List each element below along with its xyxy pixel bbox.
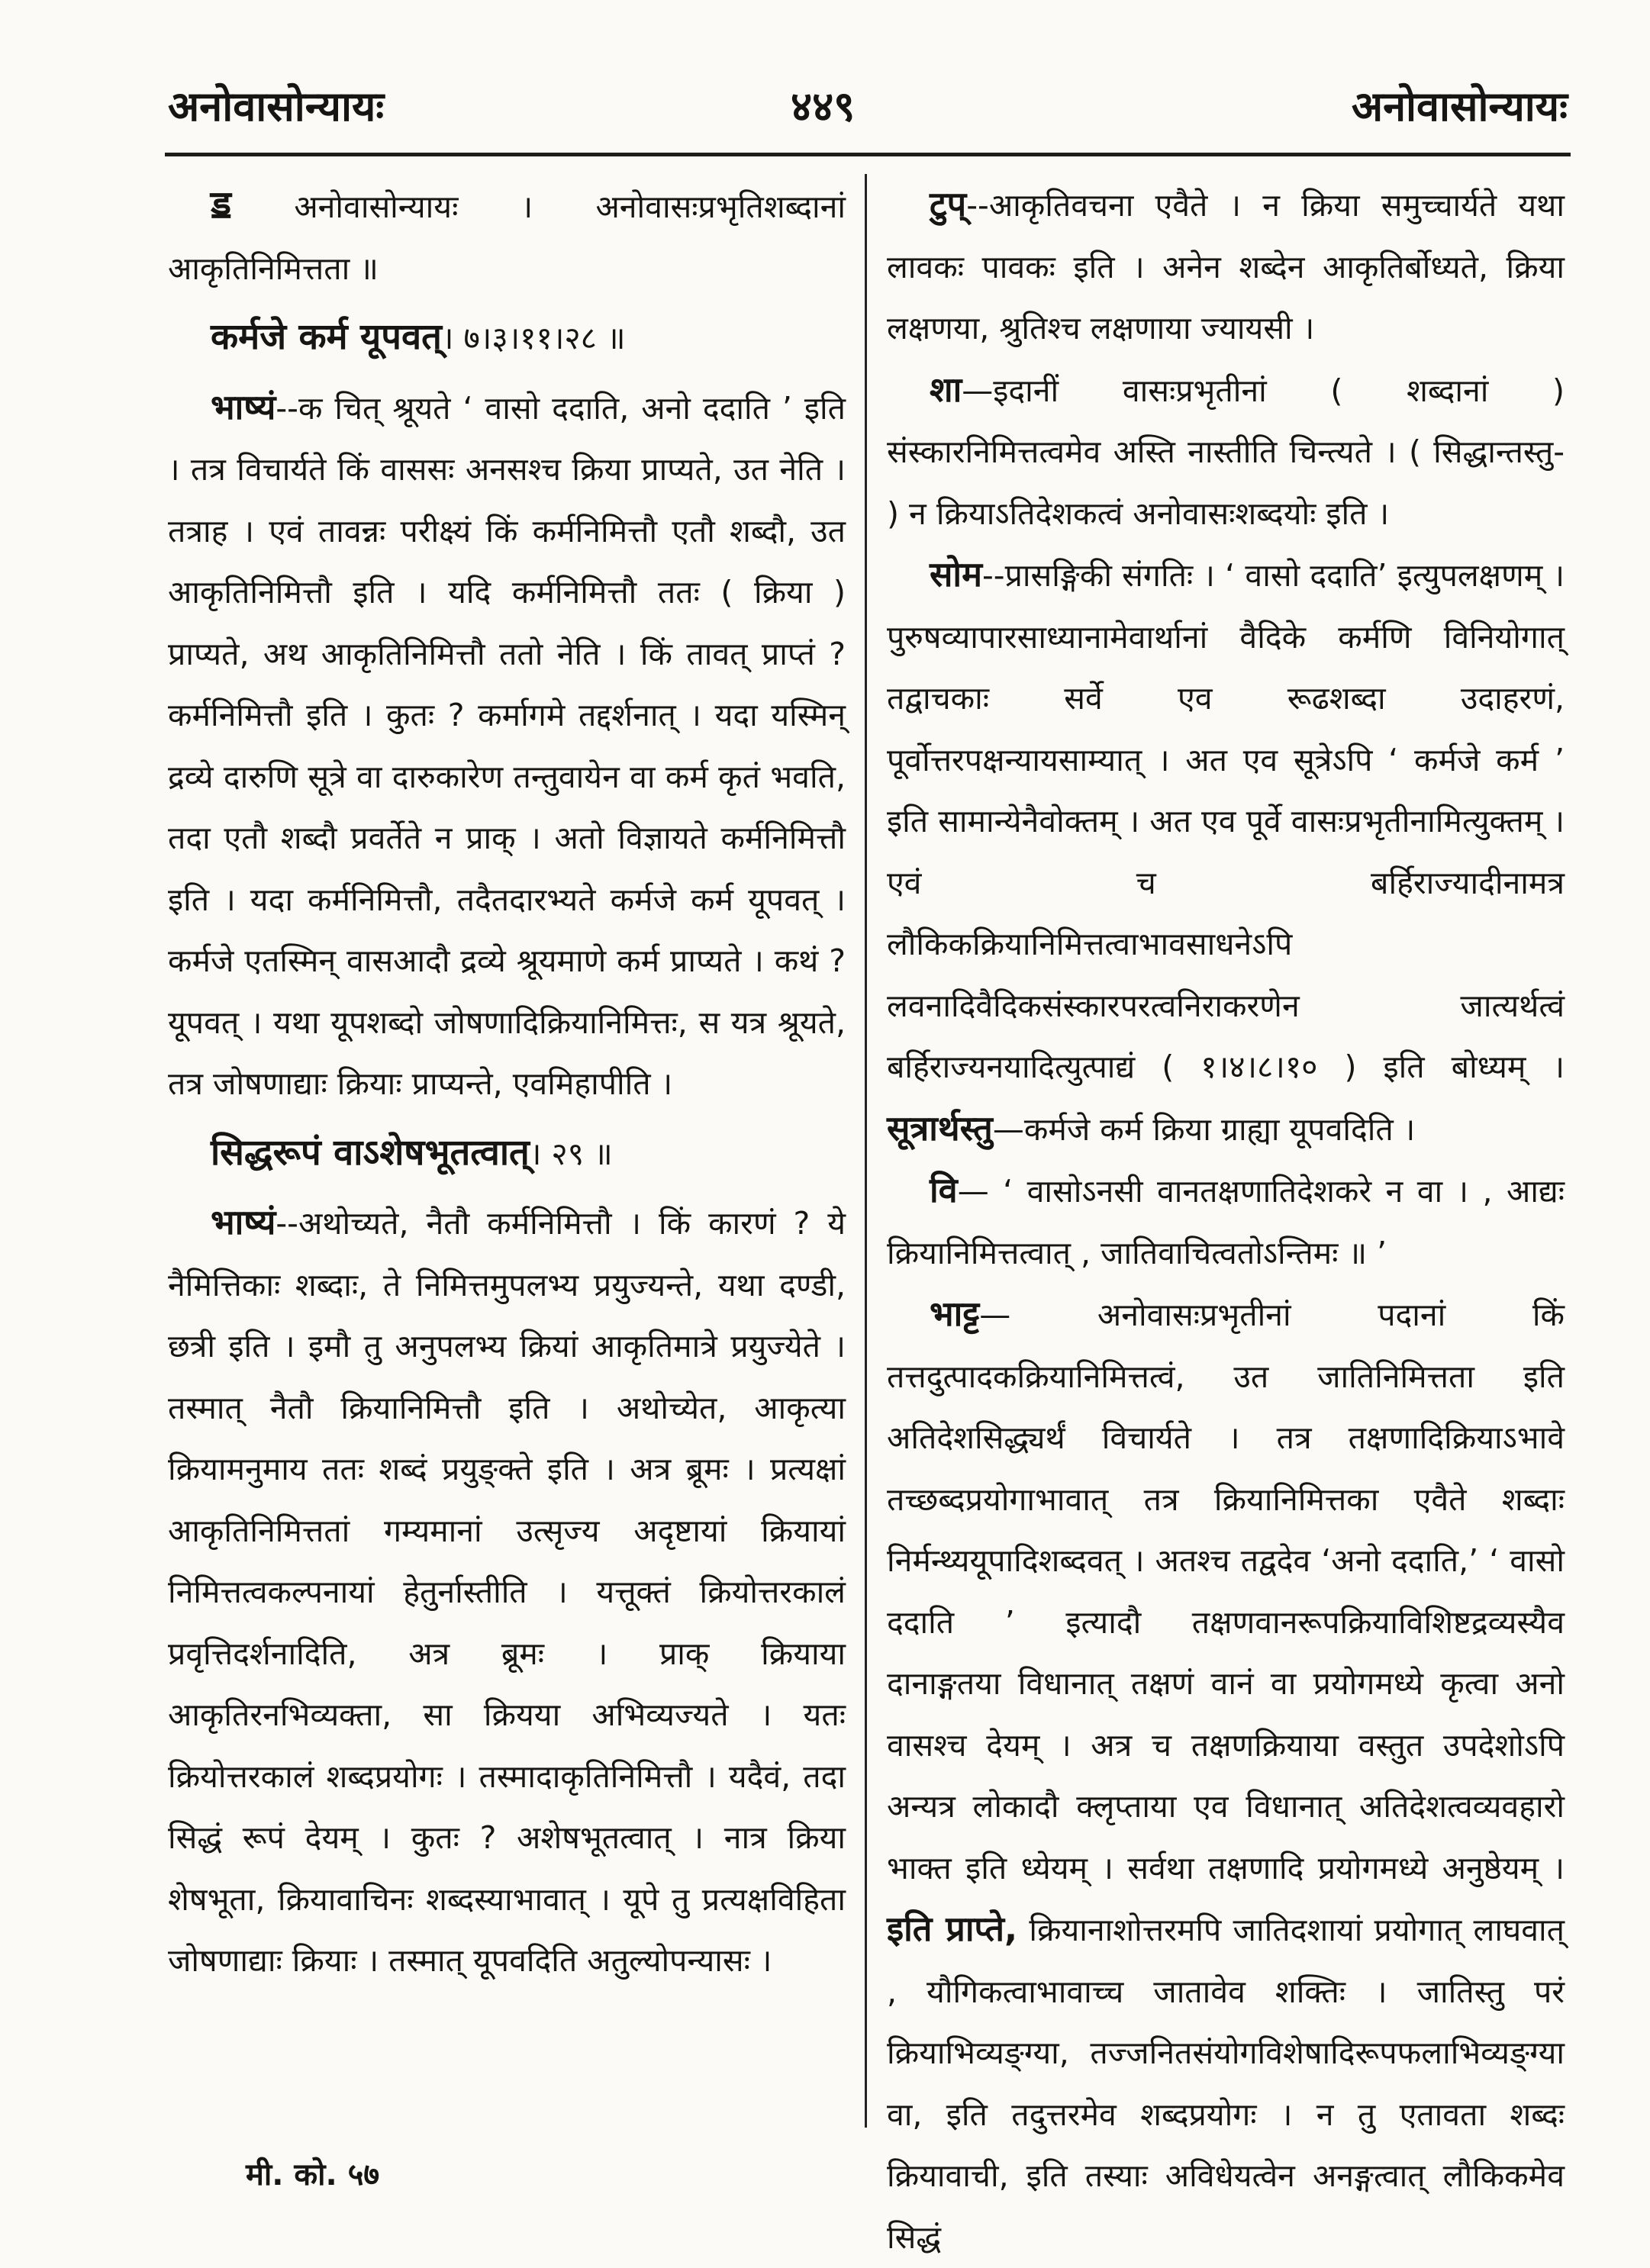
printer-signature: मी. को. ५७ — [246, 2157, 380, 2192]
tup-text: --आकृतिवचना एवैते । न क्रिया समुच्चार्यते यथा लावकः पावकः इति । अनेन शब्देन आकृतिर्बोध्यते, क्रिया लक्षणया, श्रुतिश्च लक्षणाया ज्यायसी । — [887, 187, 1565, 346]
bhashya-28 — [168, 377, 846, 1115]
page-number: ४४९ — [791, 82, 856, 130]
bhashya-28-text: --क चित् श्रूयते ‘ वासो ददाति, अनो ददाति ’ इति । तत्र विचार्यते किं वाससः अनसश्च क्रिया प्राप्यते, उत नेति । तत्राह । एवं तावन्नः परीक्ष्यं किं कर्मनिमित्तौ एतौ शब्दौ, उत आकृतिनिमित्तौ इति । यदि कर्मनिमित्तौ ततः ( क्रिया ) प्राप्यते, अथ आकृतिनिमित्तौ ततो नेति । किं तावत् प्राप्तं ? कर्मनिमित्तौ इति । कुतः ? कर्मागमे तद्दर्शनात् । यदा यस्मिन् द्रव्ये दारुणि सूत्रे वा दारुकारेण तन्तुवायेन वा कर्म कृतं भवति, तदा एतौ शब्दौ प्रवर्तेते न प्राक् । अतो विज्ञायते कर्मनिमित्तौ इति । यदा कर्मनिमित्तौ, तदैतदारभ्यते कर्मजे कर्म यूपवत् । कर्मजे एतस्मिन् वासआदौ द्रव्ये श्रूयमाणे कर्म प्राप्यते । कथं ? यूपवत् । यथा यूपशब्दो जोषणादिक्रियानिमित्तः, स यत्र श्रूयते, तत्र जोषणाद्याः क्रियाः प्राप्यन्ते, एवमिहापीति । — [168, 389, 846, 1102]
sutra-29-text: सिद्धरूपं वाऽशेषभूतत्वात् — [211, 1131, 530, 1174]
sha-label: शा — [930, 369, 962, 410]
nyaya-name: अनोवासोन्यायः — [294, 188, 459, 225]
running-title-right: अनोवासोन्यायः — [1351, 82, 1568, 130]
sutra-28-ref: । ७।३।११।२८ ॥ — [441, 320, 626, 356]
som-text: --प्रासङ्गिकी संगतिः । ‘ वासो ददाति’ इत्युपलक्षणम् । पुरुषव्यापारसाध्यानामेवार्थानां वैदिके कर्मणि विनियोगात् तद्वाचकाः सर्वे एव रूढशब्दा उदाहरणं, पूर्वोत्तरपक्षन्यायसाम्यात् । अत एव सूत्रेऽपि ‘ कर्मजे कर्म ’ इति सामान्येनैवोक्तम् । अत एव पूर्वे वासःप्रभृतीनामित्युक्तम् । एवं च बर्हिराज्यादीनामत्र लौकिकक्रियानिमित्तत्वाभावसाधनेऽपि लवनादिवैदिकसंस्कारपरत्वनिराकरणेन जात्यर्थत्वं बर्हिराज्यनयादित्युत्पाद्यं ( १।४।८।१० ) इति बोध्यम् । — [887, 557, 1565, 1085]
header-rule — [165, 153, 1571, 156]
tup-label: टुप् — [930, 184, 967, 224]
bhashya-28-label: भाष्यं — [211, 386, 276, 427]
nyaya-description: । अनोवासःप्रभृतिशब्दानां आकृतिनिमित्तता ॥ — [168, 188, 846, 287]
vi-text: — ‘ वासोऽनसी वानतक्षणातिदेशकरे न वा । , आद्यः क्रियानिमित्तत्वात् , जातिवाचित्वतोऽन्तिमः ॥ ’ — [887, 1173, 1565, 1271]
commentary-sha — [887, 359, 1565, 545]
commentary-som — [887, 544, 1565, 1160]
bhashya-29 — [168, 1192, 846, 1992]
sha-text: —इदानीं वासःप्रभृतीनां ( शब्दानां ) संस्कारनिमित्तत्वमेव अस्ति नास्तीति चिन्त्यते । ( सिद्धान्तस्तु- ) न क्रियाऽतिदेशकत्वं अनोवासःशब्दयोः इति । — [887, 372, 1565, 532]
sutrartha-text: —कर्मजे कर्म क्रिया ग्राह्या यूपवदिति । — [992, 1110, 1416, 1148]
sutra-28-text: कर्मजे कर्म यूपवत् — [211, 316, 442, 358]
nyaya-heading — [168, 174, 846, 299]
som-label: सोम — [930, 554, 982, 594]
right-column — [887, 174, 1565, 2268]
vi-label: वि — [930, 1170, 958, 1210]
commentary-tup — [887, 174, 1565, 359]
column-divider — [865, 174, 867, 2128]
nyaya-mark-icon: ॾ — [211, 182, 232, 227]
sutra-29-ref: । २९ ॥ — [529, 1135, 613, 1172]
bhatta-text: — अनोवासःप्रभृतीनां पदानां किं तत्तदुत्पादकक्रियानिमित्तत्वं, उत जातिनिमित्तता इति अतिदेशसिद्ध्यर्थं विचार्यते । तत्र तक्षणादिक्रियाऽभावे तच्छब्दप्रयोगाभावात् तत्र क्रियानिमित्तका एवैते शब्दाः निर्मन्थ्ययूपादिशब्दवत् । अतश्च तद्वदेव ‘अनो ददाति,’ ‘ वासो ददाति ’ इत्यादौ तक्षणवानरूपक्रियाविशिष्टद्रव्यस्यैव दानाङ्गतया विधानात् तक्षणं वानं वा प्रयोगमध्ये कृत्वा अनो वासश्च देयम् । अत्र च तक्षणक्रियाया वस्तुत उपदेशोऽपि अन्यत्र लोकादौ क्लृप्ताया एव विधानात् अतिदेशत्वव्यवहारो भाक्त इति ध्येयम् । सर्वथा तक्षणादि प्रयोगमध्ये अनुष्ठेयम् । — [887, 1297, 1565, 1886]
left-column — [168, 174, 846, 1992]
bhashya-29-label: भाष्यं — [211, 1202, 276, 1242]
running-title-left: अनोवासोन्यायः — [168, 82, 385, 130]
sutra-28 — [168, 307, 846, 369]
sutra-29 — [168, 1123, 846, 1185]
iti-prapte: इति प्राप्ते, — [887, 1909, 1018, 1949]
sutrartha-label: सूत्रार्थस्तु — [887, 1107, 993, 1148]
bhashya-29-text: --अथोच्यते, नैतौ कर्मनिमित्तौ । किं कारणं ? ये नैमित्तिकाः शब्दाः, ते निमित्तमुपलभ्य प्रयुज्यन्ते, यथा दण्डी, छत्री इति । इमौ तु अनुपलभ्य क्रियां आकृतिमात्रे प्रयुज्येते । तस्मात् नैतौ क्रियानिमित्तौ इति । अथोच्येत, आकृत्या क्रियामनुमाय ततः शब्दं प्रयुङ्क्ते इति । अत्र ब्रूमः । प्रत्यक्षां आकृतिनिमित्ततां गम्यमानां उत्सृज्य अदृष्टायां क्रियायां निमित्तत्वकल्पनायां हेतुर्नास्तीति । यत्तूक्तं क्रियोत्तरकालं प्रवृत्तिदर्शनादिति, अत्र ब्रूमः । प्राक् क्रियाया आकृतिरनभिव्यक्ता, सा क्रियया अभिव्यज्यते । यतः क्रियोत्तरकालं शब्दप्रयोगः । तस्मादाकृतिनिमित्तौ । यदैवं, तदा सिद्धं रूपं देयम् । कुतः ? अशेषभूतत्वात् । नात्र क्रिया शेषभूता, क्रियावाचिनः शब्दस्याभावात् । यूपे तु प्रत्यक्षविहिता जोषणाद्याः क्रियाः । तस्मात् यूपवदिति अतुल्योपन्यासः । — [168, 1205, 846, 1979]
bhatta-text-continued: क्रियानाशोत्तरमपि जातिदशायां प्रयोगात् लाघवात् , यौगिकत्वाभावाच्च जातावेव शक्तिः । जातिस्तु परं क्रियाभिव्यङ्ग्या, तज्जनितसंयोगविशेषादिरूपफलाभिव्यङ्ग्या वा, इति तदुत्तरमेव शब्दप्रयोगः । न तु एतावता शब्दः क्रियावाची, इति तस्याः अविधेयत्वेन अनङ्गत्वात् लौकिकमेव सिद्धं — [887, 1912, 1565, 2256]
commentary-bhatta — [887, 1284, 1565, 2268]
bhatta-label: भाट्ट — [930, 1293, 980, 1334]
commentary-vi — [887, 1160, 1565, 1284]
